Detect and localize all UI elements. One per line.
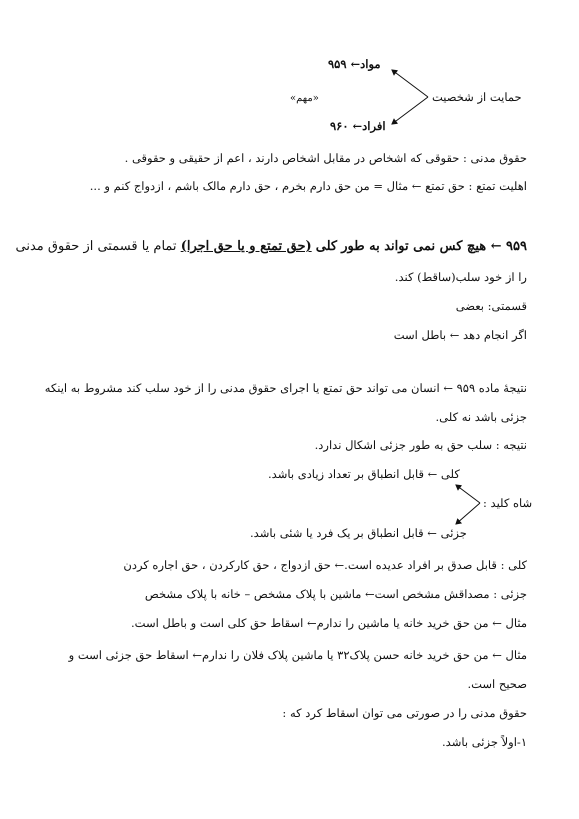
result-line: نتیجه : سلب حق به طور جزئی اشکال ندارد. [314, 438, 527, 452]
article-959-lead: ۹۵۹ ← هیچ کس نمی تواند به طور [341, 239, 527, 254]
diagram-mid-upper: کلی ← قابل انطباق بر تعداد زیادی باشد. [268, 467, 460, 481]
jozii-definition: جزئی : مصداقش مشخص است← ماشین با پلاک مشخص – خانه با پلاک مشخص [144, 587, 527, 601]
article-959-line [16, 239, 527, 255]
diagram-mid-root: شاه کلید : [483, 496, 533, 510]
arrow-to-kolli [456, 485, 480, 503]
article-959-tail: تمام یا قسمتی از حقوق مدنی [15, 239, 177, 254]
agar-line: اگر انجام دهد ← باطل است [393, 328, 527, 342]
example-1: مثال ← من حق خرید خانه یا ماشین را ندارم← اسقاط حق کلی است و باطل است. [131, 616, 527, 630]
kolli-definition: کلی : قابل صدق بر افراد عدیده است.← حق ازدواج ، حق کارکردن ، حق اجاره کردن [123, 558, 527, 572]
waiver-condition-1: ۱-اولاً جزئی باشد. [442, 735, 527, 749]
result-959-line2: جزئی باشد نه کلی. [435, 410, 527, 424]
diagram-mid-lower: جزئی ← قابل انطباق بر یک فرد یا شئی باشد. [250, 526, 467, 540]
diagram-top-root: حمایت از شخصیت [432, 90, 522, 104]
diagram-top-lower: افراد← ۹۶۰ [330, 119, 386, 133]
waiver-condition: حقوق مدنی را در صورتی می توان اسقاط کرد که : [282, 706, 527, 720]
diagram-top-note: «مهم» [290, 93, 319, 104]
diagram-top-upper: مواد← ۹۵۹ [328, 57, 381, 71]
article-959-paren: (حق تمتع و یا حق اجرا) [180, 239, 312, 254]
example-2: مثال ← من حق خرید خانه حسن پلاک۳۲ یا ماشین پلاک فلان را ندارم← اسقاط حق جزئی است و [68, 648, 527, 662]
qesmati-line: قسمتی: بعضی [455, 299, 527, 313]
article-959-line2: را از خود سلب(ساقط) کند. [394, 270, 527, 284]
result-959-line: نتیجهٔ ماده ۹۵۹ ← انسان می تواند حق تمتع یا اجرای حقوق مدنی را از خود سلب کند مشروط به اینکه [44, 381, 527, 395]
article-959-kolli: کلی [315, 239, 338, 254]
example-2-cont: صحیح است. [467, 677, 527, 691]
arrow-to-afrad [392, 97, 428, 124]
arrow-to-jozii [456, 503, 480, 524]
civil-rights-definition: حقوق مدنی : حقوقی که اشخاص در مقابل اشخاص دارند ، اعم از حقیقی و حقوقی . [124, 151, 527, 165]
arrow-to-mavad [392, 70, 428, 97]
capacity-enjoyment-line: اهلیت تمتع : حق تمتع ← مثال = من حق دارم بخرم ، حق دارم مالک باشم ، ازدواج کنم و ... [89, 179, 527, 193]
